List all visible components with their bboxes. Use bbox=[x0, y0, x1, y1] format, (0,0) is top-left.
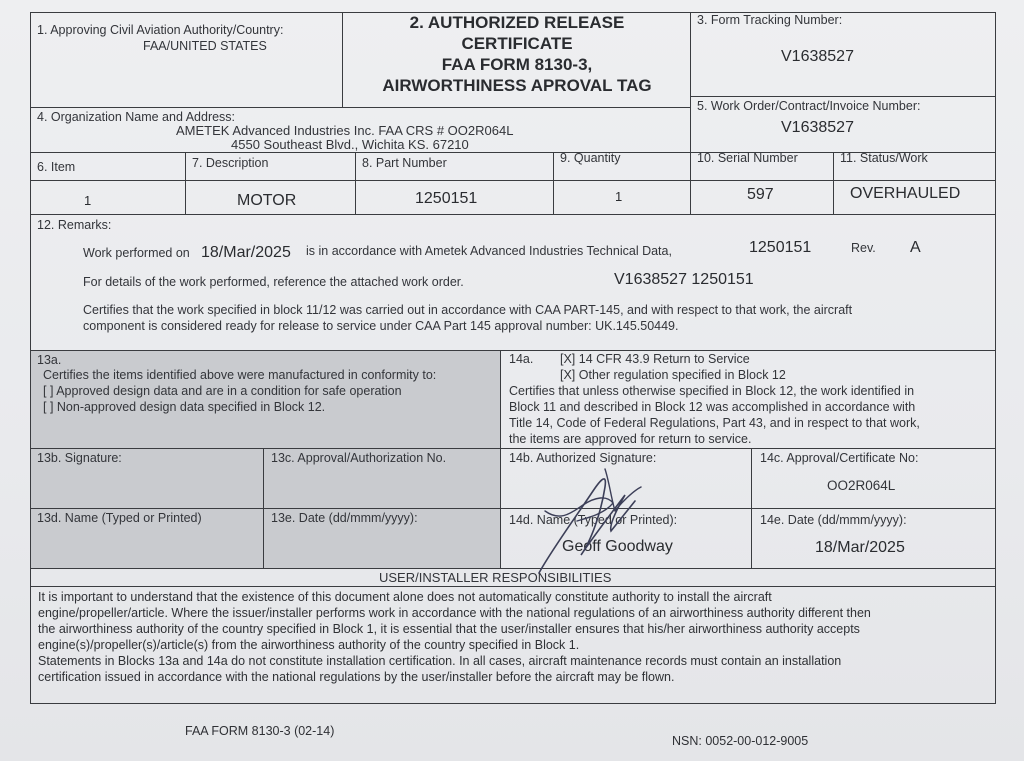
block-14d-label: 14d. Name (Typed or Printed): bbox=[509, 513, 678, 527]
nsn-number: NSN: 0052-00-012-9005 bbox=[672, 734, 809, 748]
block-3-tracking bbox=[691, 13, 996, 97]
block-13c-label: 13c. Approval/Authorization No. bbox=[271, 451, 447, 465]
header-description bbox=[186, 153, 356, 181]
responsibilities-line-3: the airworthiness authority of the country specified in Block 1, it is essential that the user/installer ensures that his/her airworthiness authority accepts bbox=[38, 622, 860, 636]
block-5-work-order bbox=[691, 97, 996, 153]
title-line-1: 2. AUTHORIZED RELEASE bbox=[409, 13, 625, 32]
organization-name: AMETEK Advanced Industries Inc. FAA CRS # OO2R064L bbox=[176, 123, 514, 138]
block-13a bbox=[31, 351, 501, 449]
title-line-2: CERTIFICATE bbox=[461, 34, 573, 53]
header-part-number bbox=[356, 153, 554, 181]
block-13a-label: 13a. bbox=[37, 353, 62, 367]
responsibilities-line-4: engine(s)/propeller(s)/article(s) from the airworthiness authority of the country specified in Block 1. bbox=[38, 638, 580, 652]
header-serial-number-label: 10. Serial Number bbox=[697, 151, 798, 165]
certification-line-2: component is considered ready for release to service under CAA Part 145 approval number: UK.145.50449. bbox=[83, 319, 679, 333]
header-status-work bbox=[834, 153, 996, 181]
block-2-title bbox=[343, 13, 691, 108]
item-description: MOTOR bbox=[237, 192, 297, 209]
item-number: 1 bbox=[84, 193, 92, 208]
block-1-label: 1. Approving Civil Aviation Authority/Country: bbox=[37, 23, 284, 37]
rev-value: A bbox=[910, 239, 921, 256]
header-status-work-label: 11. Status/Work bbox=[840, 151, 928, 165]
block-1-authority bbox=[31, 13, 343, 108]
title-line-3: FAA FORM 8130-3, bbox=[441, 55, 593, 74]
block-4-label: 4. Organization Name and Address: bbox=[37, 110, 236, 124]
certification-line-1: Certifies that the work specified in block 11/12 was carried out in accordance with CAA PART-145, and with respect to that work, the aircraft bbox=[83, 303, 853, 317]
item-status: OVERHAULED bbox=[850, 185, 961, 202]
form-identifier: FAA FORM 8130-3 (02-14) bbox=[185, 724, 335, 738]
work-suffix: is in accordance with Ametek Advanced Industries Technical Data, bbox=[306, 244, 672, 258]
tech-data-number: 1250151 bbox=[749, 239, 812, 256]
form-title bbox=[357, 12, 677, 96]
block-4-organization bbox=[31, 108, 691, 153]
block-14c-certificate bbox=[752, 449, 996, 509]
block-14a-line-2: Block 11 and described in Block 12 was accomplished in accordance with bbox=[509, 400, 916, 414]
block-14a-check-2: [X] Other regulation specified in Block 12 bbox=[560, 368, 786, 382]
remarks-label: 12. Remarks: bbox=[37, 218, 112, 232]
block-13a-line-2: [ ] Approved design data and are in a condition for safe operation bbox=[43, 384, 402, 398]
block-5-label: 5. Work Order/Contract/Invoice Number: bbox=[697, 99, 921, 113]
block-12-remarks bbox=[31, 215, 996, 351]
row-item bbox=[31, 181, 186, 215]
header-item-label: 6. Item bbox=[37, 160, 76, 174]
header-description-label: 7. Description bbox=[192, 156, 269, 170]
header-item bbox=[31, 153, 186, 181]
row-status-work bbox=[834, 181, 996, 215]
block-14e-date bbox=[752, 509, 996, 569]
header-serial-number bbox=[691, 153, 834, 181]
block-13b-label: 13b. Signature: bbox=[37, 451, 122, 465]
block-13a-line-1: Certifies the items identified above were manufactured in conformity to: bbox=[43, 368, 437, 382]
organization-address: 4550 Southeast Blvd., Wichita KS. 67210 bbox=[231, 137, 469, 152]
airworthiness-form bbox=[30, 12, 996, 704]
block-13a-line-3: [ ] Non-approved design data specified in Block 12. bbox=[43, 400, 326, 414]
title-line-4: AIRWORTHINESS APROVAL TAG bbox=[382, 76, 652, 95]
block-14a-line-3: Title 14, Code of Federal Regulations, Part 43, and in respect to that work, bbox=[509, 416, 920, 430]
signatory-name: Geoff Goodway bbox=[562, 538, 673, 555]
header-quantity bbox=[554, 153, 691, 181]
row-description bbox=[186, 181, 356, 215]
row-part-number bbox=[356, 181, 554, 215]
header-quantity-label: 9. Quantity bbox=[560, 151, 621, 165]
item-quantity: 1 bbox=[615, 189, 623, 204]
responsibilities-line-1: It is important to understand that the existence of this document alone does not automatically constitute authority to install the aircraft bbox=[38, 590, 772, 604]
block-13e-date bbox=[264, 509, 501, 569]
block-1-value: FAA/UNITED STATES bbox=[143, 39, 267, 53]
block-13e-label: 13e. Date (dd/mmm/yyyy): bbox=[271, 511, 418, 525]
row-serial-number bbox=[691, 181, 834, 215]
block-14a-label: 14a. bbox=[509, 352, 534, 366]
certificate-number: OO2R064L bbox=[827, 478, 896, 493]
block-14e-label: 14e. Date (dd/mmm/yyyy): bbox=[760, 513, 907, 527]
rev-label: Rev. bbox=[851, 241, 876, 255]
responsibilities-line-5: Statements in Blocks 13a and 14a do not constitute installation certification. In all cases, aircraft maintenance records must contain an installation bbox=[38, 654, 842, 668]
block-3-label: 3. Form Tracking Number: bbox=[697, 13, 843, 27]
work-order-number: V1638527 bbox=[781, 119, 854, 136]
work-prefix: Work performed on bbox=[83, 246, 190, 260]
signature-date: 18/Mar/2025 bbox=[815, 539, 905, 556]
responsibilities-line-2: engine/propeller/article. Where the issuer/installer performs work in accordance with the national regulations of an airworthiness authority different then bbox=[38, 606, 871, 620]
work-date: 18/Mar/2025 bbox=[201, 244, 291, 261]
block-13b-signature bbox=[31, 449, 264, 509]
responsibilities-heading bbox=[31, 569, 996, 587]
block-13d-label: 13d. Name (Typed or Printed) bbox=[37, 511, 202, 525]
block-14b-label: 14b. Authorized Signature: bbox=[509, 451, 657, 465]
responsibilities-line-6: certification issued in accordance with the national regulations by the user/installer before the aircraft may be flown. bbox=[38, 670, 675, 684]
responsibilities-body bbox=[31, 587, 996, 703]
block-13c-approval bbox=[264, 449, 501, 509]
block-14a-line-4: the items are approved for return to service. bbox=[509, 432, 752, 446]
header-part-number-label: 8. Part Number bbox=[362, 156, 447, 170]
item-part-number: 1250151 bbox=[415, 190, 478, 207]
tracking-number: V1638527 bbox=[781, 48, 854, 65]
details-value: V1638527 1250151 bbox=[614, 271, 754, 288]
block-14c-label: 14c. Approval/Certificate No: bbox=[760, 451, 919, 465]
item-serial-number: 597 bbox=[747, 186, 774, 203]
handwritten-signature bbox=[521, 451, 661, 581]
row-quantity bbox=[554, 181, 691, 215]
responsibilities-title: USER/INSTALLER RESPONSIBILITIES bbox=[379, 570, 612, 585]
details-text: For details of the work performed, reference the attached work order. bbox=[83, 275, 464, 289]
responsibilities-text bbox=[38, 589, 973, 685]
block-14a bbox=[501, 351, 996, 449]
block-13d-name bbox=[31, 509, 264, 569]
block-14a-line-1: Certifies that unless otherwise specified in Block 12, the work identified in bbox=[509, 384, 915, 398]
block-14a-check-1: [X] 14 CFR 43.9 Return to Service bbox=[560, 352, 750, 366]
